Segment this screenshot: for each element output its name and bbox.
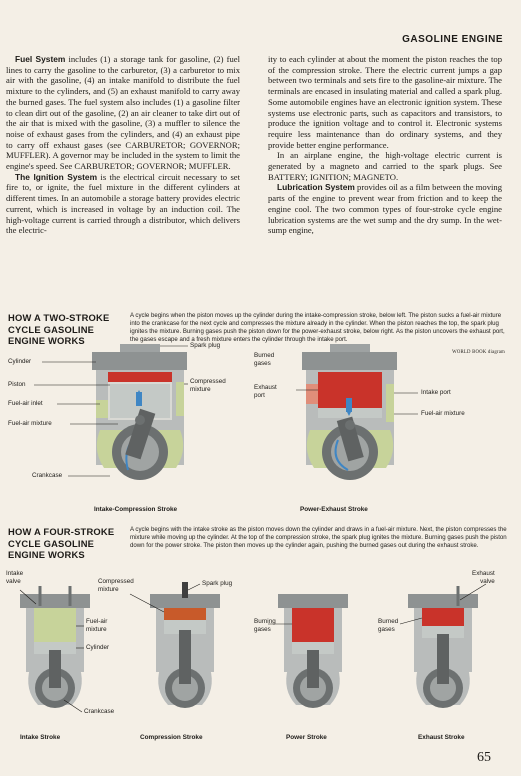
- two-stroke-left-caption: Intake-Compression Stroke: [94, 506, 178, 513]
- label-burned-gases-4: Burned gases: [378, 618, 399, 633]
- running-head: GASOLINE ENGINE: [402, 34, 503, 45]
- label-exhaust-stroke: Exhaust Stroke: [418, 734, 465, 741]
- label-fuel-air-inlet: Fuel-air inlet: [8, 400, 43, 407]
- label-burning-gases: Burning gases: [254, 618, 276, 633]
- two-stroke-right-caption: Power-Exhaust Stroke: [300, 506, 368, 513]
- four-stroke-engine-power: [278, 594, 348, 708]
- label-fuel-air-mixture-right: Fuel-air mixture: [421, 410, 465, 417]
- label-fuel-air-mixture: Fuel-air mixture: [8, 420, 52, 427]
- fuel-system-heading: Fuel System: [15, 54, 66, 64]
- label-piston: Piston: [8, 381, 26, 388]
- ignition-system-text: is the electrical circuit necessary to set fire to, or ignite, the fuel mixture in the different cylinders at different times. In an automobile a storage battery provides electric current, which is increased in voltage by an induction coil. The high-voltage current is carried through a distributor, which delivers the electric-: [6, 171, 240, 236]
- page-number: 65: [477, 750, 491, 765]
- label-cylinder-4: Cylinder: [86, 644, 110, 651]
- ignition-continued-paragraph: ity to each cylinder at about the moment the piston reaches the top of the compression stroke. There the electric current jumps a gap between two terminals and sets fire to the gasoline-air mixture. The terminals are encased in insulating material and called a spark plug. Some automobile engines have an electronic ignition system. These systems use electronic parts, such as capacitors and transistors, to produce the ignition voltage and to control it. Electronic systems require less maintenance than do ordinary systems, and they provide better engine performance.: [268, 54, 502, 150]
- four-stroke-engine-exhaust: [408, 586, 478, 708]
- label-intake-stroke: Intake Stroke: [20, 734, 61, 741]
- two-stroke-title: HOW A TWO-STROKE CYCLE GASOLINE ENGINE WORKS: [8, 312, 110, 346]
- label-spark-plug-4: Spark plug: [202, 580, 233, 587]
- label-power-stroke: Power Stroke: [286, 734, 327, 741]
- label-compression-stroke: Compression Stroke: [140, 734, 203, 741]
- label-crankcase-4: Crankcase: [84, 708, 115, 715]
- label-exhaust-port: Exhaust port: [254, 384, 277, 399]
- diagram-credit: WORLD BOOK diagram: [452, 350, 505, 355]
- two-stroke-right-engine: [302, 344, 397, 480]
- ignition-system-heading: The Ignition System: [15, 171, 98, 182]
- label-intake-port: Intake port: [421, 389, 451, 396]
- four-stroke-engine-intake: [20, 586, 90, 708]
- fuel-system-text: includes (1) a storage tank for gasoline, (2) fuel lines to carry the gasoline to the carburetor, (3) a carburetor to mix air with the gasoline, (4) an intake manifold to distribute the fuel mixture to the cylinders, and (5) an exhaust manifold to carry away the burned gases. The fuel system also includes (1) a gasoline filter to clean dirt out of the gasoline, (2) an air cleaner to take dirt out of the air that is mixed with the gasoline, (3) a muffler to silence the noise of exhaust gases from the cylinders, and (4) an exhaust pipe to carry off exhaust gases (see CARBURETOR; GOVERNOR; MUFFLER). A governor may be included in the system to limit the engine's speed. See CARBURETOR; GOVERNOR; MUFFLER.: [6, 54, 240, 172]
- four-stroke-title: HOW A FOUR-STROKE CYCLE GASOLINE ENGINE WORKS: [8, 526, 115, 560]
- two-stroke-caption: A cycle begins when the piston moves up the cylinder during the intake-compression stroke, below left. The piston sucks a fuel-air mixture into the crankcase for the next cycle and compresses the mixture already in the cylinder. When the piston reaches the top, the spark plug ignites the mixture. Burning gases push the piston down for the power-exhaust stroke, below right. As the piston uncovers the exhaust port, the gases escape and a fresh mixture enters the cylinder through the intake port.: [130, 312, 505, 344]
- label-compressed-mixture: Compressed mixture: [190, 378, 226, 393]
- label-exhaust-valve: Exhaust valve: [472, 570, 495, 585]
- airplane-engine-paragraph: In an airplane engine, the high-voltage electric current is generated by a magneto and carried to the spark plugs. See BATTERY; IGNITION; MAGNETO.: [268, 150, 502, 182]
- lubrication-system-heading: Lubrication System: [277, 182, 355, 193]
- label-burned-gases: Burned gases: [254, 352, 275, 367]
- label-cylinder: Cylinder: [8, 358, 32, 365]
- two-stroke-left-engine: [92, 344, 187, 480]
- label-fuel-air-mixture-4: Fuel-air mixture: [86, 618, 108, 633]
- four-stroke-caption: A cycle begins with the intake stroke as the piston moves down the cylinder and draws in a fuel-air mixture. Next, the piston compresses the mixture while moving up the cylinder. At the top of the compression stroke, the spark plug ignites the mixture. Burning gases push the piston down for the power stroke. The piston then moves up the cylinder again, pushing the burned gases out during the exhaust stroke.: [130, 526, 507, 550]
- lubrication-system-text: provides oil as a film between the moving parts of the engine to prevent wear from friction and to keep the engine cool. The two common types of four-stroke cycle engine lubrication systems are the wet sump and the dry sump. In the wet-sump engine,: [268, 182, 503, 236]
- label-compressed-mixture-4: Compressed mixture: [98, 578, 134, 593]
- label-spark-plug: Spark plug: [190, 342, 221, 349]
- label-crankcase: Crankcase: [32, 472, 63, 479]
- four-stroke-engine-compression: [150, 582, 220, 708]
- label-intake-valve: Intake valve: [6, 570, 24, 585]
